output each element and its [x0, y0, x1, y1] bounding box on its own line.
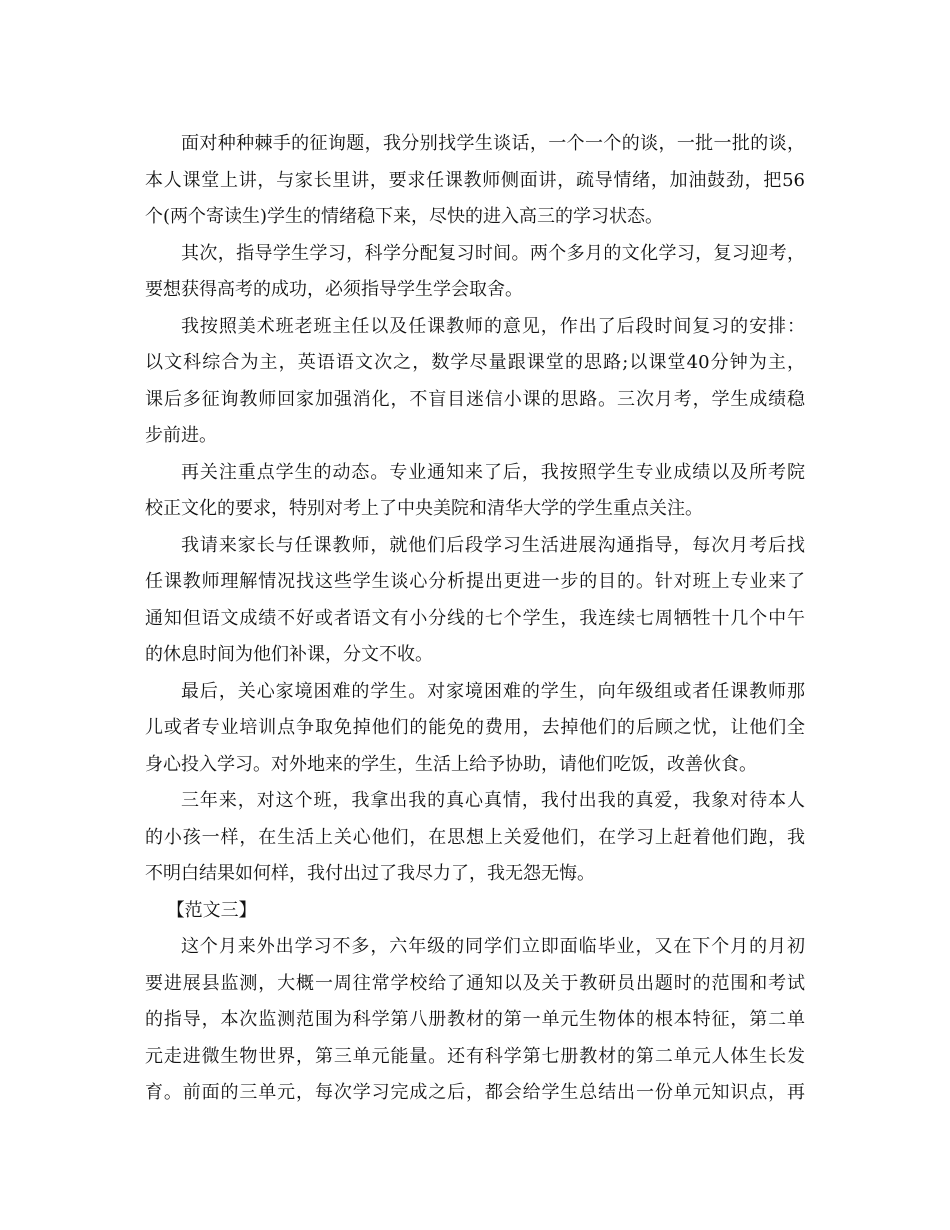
document-body	[145, 126, 805, 1112]
paragraph-line: 元走进微生物世界，第三单元能量。还有科学第七册教材的第二单元人体生长发	[145, 1045, 805, 1067]
paragraph-line: 步前进。	[145, 425, 217, 446]
paragraph-line: 的小孩一样，在生活上关心他们，在思想上关爱他们，在学习上赶着他们跑，我	[145, 826, 805, 848]
paragraph-line: 不明白结果如何样，我付出过了我尽力了，我无怨无悔。	[145, 863, 595, 884]
paragraph-line: 个(两个寄读生)学生的情绪稳下来，尽快的进入高三的学习状态。	[145, 206, 664, 227]
paragraph-4	[145, 455, 805, 528]
paragraph-line: 的指导，本次监测范围为科学第八册教材的第一单元生物体的根本特征，第二单	[145, 1009, 805, 1030]
paragraph-line: 课后多征询教师回家加强消化，不盲目迷信小课的思路。三次月考，学生成绩稳	[145, 388, 805, 410]
paragraph-line: 最后，关心家境困难的学生。对家境困难的学生，向年级组或者任课教师那	[181, 680, 805, 702]
paragraph-line: 任课教师理解情况找这些学生谈心分析提出更进一步的目的。针对班上专业来了	[145, 571, 805, 592]
section-heading: 【范文三】	[166, 899, 257, 921]
paragraph-line: 的休息时间为他们补课，分文不收。	[145, 644, 433, 665]
paragraph-7	[145, 783, 805, 893]
paragraph-line: 育。前面的三单元，每次学习完成之后，都会给学生总结出一份单元知识点，再	[145, 1082, 805, 1103]
paragraph-6	[145, 674, 805, 784]
paragraph-line: 其次，指导学生学习，科学分配复习时间。两个多月的文化学习，复习迎考，	[181, 242, 805, 264]
paragraph-line: 面对种种棘手的征询题，我分别找学生谈话，一个一个的谈，一批一批的谈，	[181, 133, 805, 154]
paragraph-3	[145, 309, 805, 455]
paragraph-line: 三年来，对这个班，我拿出我的真心真情，我付出我的真爱，我象对待本人	[181, 790, 805, 811]
paragraph-line: 身心投入学习。对外地来的学生，生活上给予协助，请他们吃饭，改善伙食。	[145, 753, 757, 775]
paragraph-line: 要进展县监测，大概一周往常学校给了通知以及关于教研员出题时的范围和考试	[145, 972, 805, 994]
paragraph-line: 以文科综合为主，英语语文次之，数学尽量跟课堂的思路;以课堂40分钟为主，	[145, 352, 805, 373]
paragraph-line: 要想获得高考的成功，必须指导学生学会取舍。	[145, 279, 523, 300]
paragraph-line: 本人课堂上讲，与家长里讲，要求任课教师侧面讲，疏导情绪，加油鼓劲，把56	[145, 169, 805, 191]
paragraph-line: 我请来家长与任课教师，就他们后段学习生活进展沟通指导，每次月考后找	[181, 534, 805, 556]
paragraph-line: 再关注重点学生的动态。专业通知来了后，我按照学生专业成绩以及所考院	[181, 461, 805, 483]
paragraph-line: 通知但语文成绩不好或者语文有小分线的七个学生，我连续七周牺牲十几个中午	[145, 607, 805, 629]
paragraph-line: 我按照美术班老班主任以及任课教师的意见，作出了后段时间复习的安排：	[181, 315, 805, 337]
paragraph-2	[145, 236, 805, 309]
paragraph-line: 校正文化的要求，特别对考上了中央美院和清华大学的学生重点关注。	[145, 498, 703, 519]
paragraph-line: 儿或者专业培训点争取免掉他们的能免的费用，去掉他们的后顾之忧，让他们全	[145, 717, 805, 738]
paragraph-8	[145, 929, 805, 1112]
paragraph-5	[145, 528, 805, 674]
paragraph-line: 这个月来外出学习不多，六年级的同学们立即面临毕业，又在下个月的月初	[181, 936, 805, 957]
paragraph-1	[145, 126, 805, 236]
